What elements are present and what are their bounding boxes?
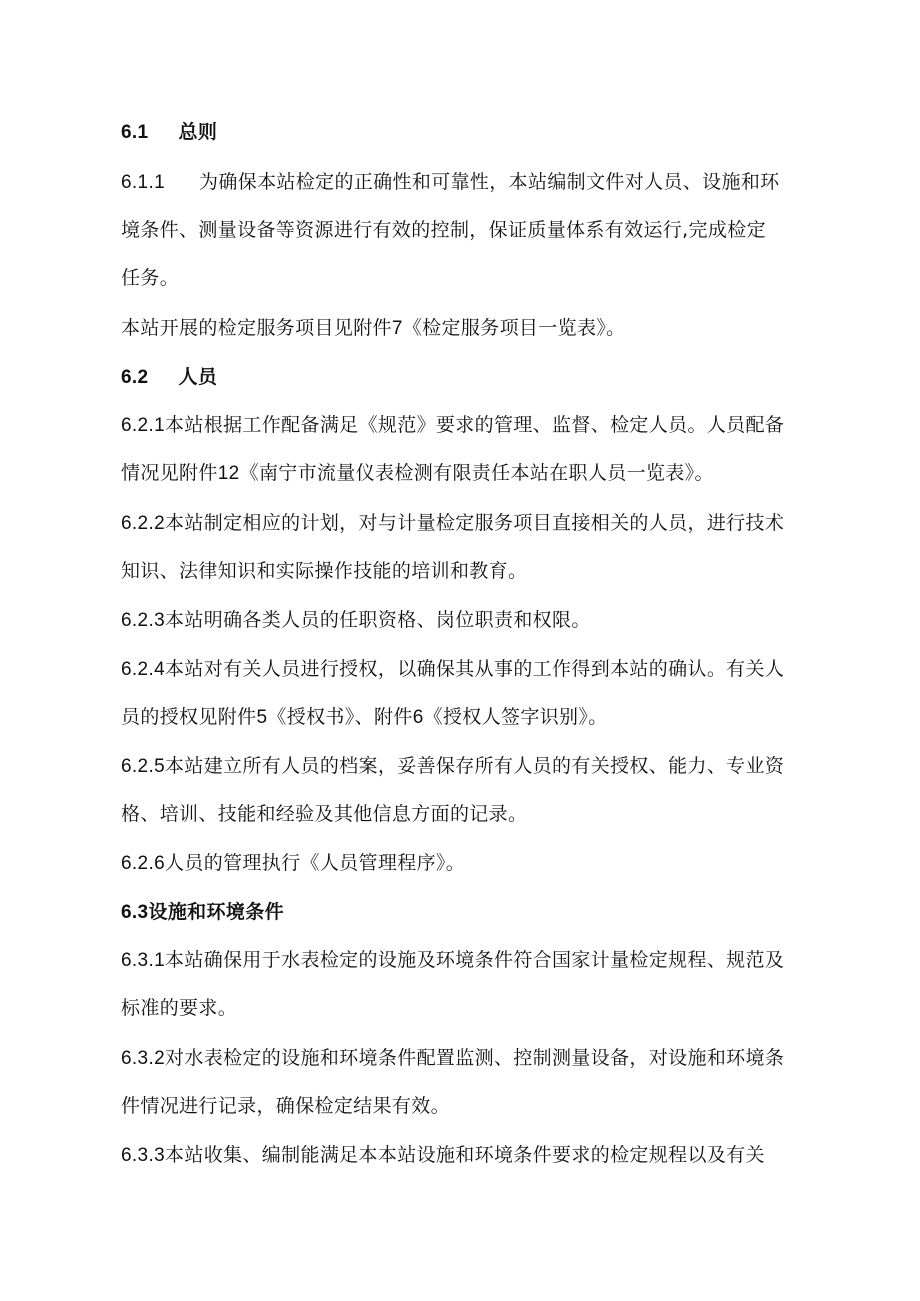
paragraph-6-3-2-line-2: 件情况进行记录，确保检定结果有效。 [121, 1095, 450, 1117]
paragraph-6-1-1-line-2: 境条件、测量设备等资源进行有效的控制，保证质量体系有效运行,完成检定 [121, 219, 766, 241]
section-6-1-heading [121, 120, 217, 145]
paragraph-text: 本站对有关人员进行授权，以确保其从事的工作得到本站的确认。有关人 [165, 658, 785, 680]
paragraph-6-2-4-line-1 [121, 657, 784, 682]
section-6-2-heading [121, 365, 217, 390]
paragraph-6-1-1-line-3: 任务。 [121, 267, 180, 289]
text-segment: 情况见附件 [121, 462, 218, 484]
paragraph-number: 6.3.3 [121, 1145, 166, 1166]
paragraph-6-2-2-line-1 [121, 511, 784, 536]
text-segment: 《南宁市流量仪表检测有限责任本站在职人员一览表》。 [239, 462, 714, 484]
paragraph-text: 本站制定相应的计划，对与计量检定服务项目直接相关的人员，进行技术 [165, 512, 785, 534]
section-title: 总则 [178, 121, 218, 143]
paragraph-number: 6.2.6 [121, 853, 166, 874]
text-segment: 《授权人签字识别》。 [423, 706, 608, 728]
section-title: 人员 [178, 366, 218, 388]
section-6-3-heading [121, 900, 284, 925]
paragraph-6-3-3-line-1 [121, 1143, 765, 1168]
paragraph-6-2-1-line-2 [121, 461, 714, 486]
paragraph-text: 本站确保用于水表检定的设施及环境条件符合国家计量检定规程、规范及 [165, 949, 785, 971]
paragraph-6-1-1-line-1 [121, 170, 780, 195]
paragraph-text: 本站根据工作配备满足《规范》要求的管理、监督、检定人员。人员配备 [165, 414, 785, 436]
paragraph-number: 6.3.1 [121, 950, 166, 971]
section-title: 设施和环境条件 [148, 901, 284, 923]
text-segment: 《授权书》、附件 [267, 706, 413, 728]
appendix-number: 12 [217, 463, 240, 484]
paragraph-text: 本站建立所有人员的档案，妥善保存所有人员的有关授权、能力、专业资 [165, 755, 785, 777]
text-segment: 员的授权见附件 [121, 706, 257, 728]
text-segment: 本站开展的检定服务项目见附件 [121, 317, 392, 339]
paragraph-number: 6.2.5 [121, 756, 166, 777]
paragraph-6-3-1-line-2: 标准的要求。 [121, 997, 238, 1019]
paragraph-6-2-3-line-1 [121, 608, 591, 633]
paragraph-number: 6.2.2 [121, 513, 166, 534]
paragraph-appendix-7 [121, 316, 626, 341]
paragraph-text: 为确保本站检定的正确性和可靠性，本站编制文件对人员、设施和环 [199, 171, 780, 193]
appendix-number: 7 [391, 318, 403, 339]
section-number: 6.1 [121, 122, 149, 143]
section-number: 6.3 [121, 902, 149, 923]
paragraph-number: 6.1.1 [121, 172, 166, 193]
paragraph-number: 6.2.1 [121, 415, 166, 436]
paragraph-6-2-4-line-2 [121, 705, 608, 730]
paragraph-number: 6.3.2 [121, 1048, 166, 1069]
paragraph-text: 对水表检定的设施和环境条件配置监测、控制测量设备，对设施和环境条 [165, 1047, 785, 1069]
paragraph-6-2-1-line-1 [121, 413, 784, 438]
paragraph-number: 6.2.3 [121, 610, 166, 631]
section-number: 6.2 [121, 367, 149, 388]
text-segment: 《检定服务项目一览表》。 [402, 317, 626, 339]
paragraph-6-2-5-line-2: 格、培训、技能和经验及其他信息方面的记录。 [121, 803, 528, 825]
paragraph-text: 本站明确各类人员的任职资格、岗位职责和权限。 [165, 609, 591, 631]
paragraph-6-2-5-line-1 [121, 754, 784, 779]
appendix-number: 6 [412, 707, 424, 728]
paragraph-text: 本站收集、编制能满足本本站设施和环境条件要求的检定规程以及有关 [165, 1144, 765, 1166]
paragraph-text: 人员的管理执行《人员管理程序》。 [165, 852, 466, 874]
paragraph-number: 6.2.4 [121, 659, 166, 680]
paragraph-6-3-1-line-1 [121, 948, 784, 973]
paragraph-6-3-2-line-1 [121, 1046, 784, 1071]
appendix-number: 5 [256, 707, 268, 728]
paragraph-6-2-6-line-1 [121, 851, 465, 876]
paragraph-6-2-2-line-2: 知识、法律知识和实际操作技能的培训和教育。 [121, 560, 528, 582]
